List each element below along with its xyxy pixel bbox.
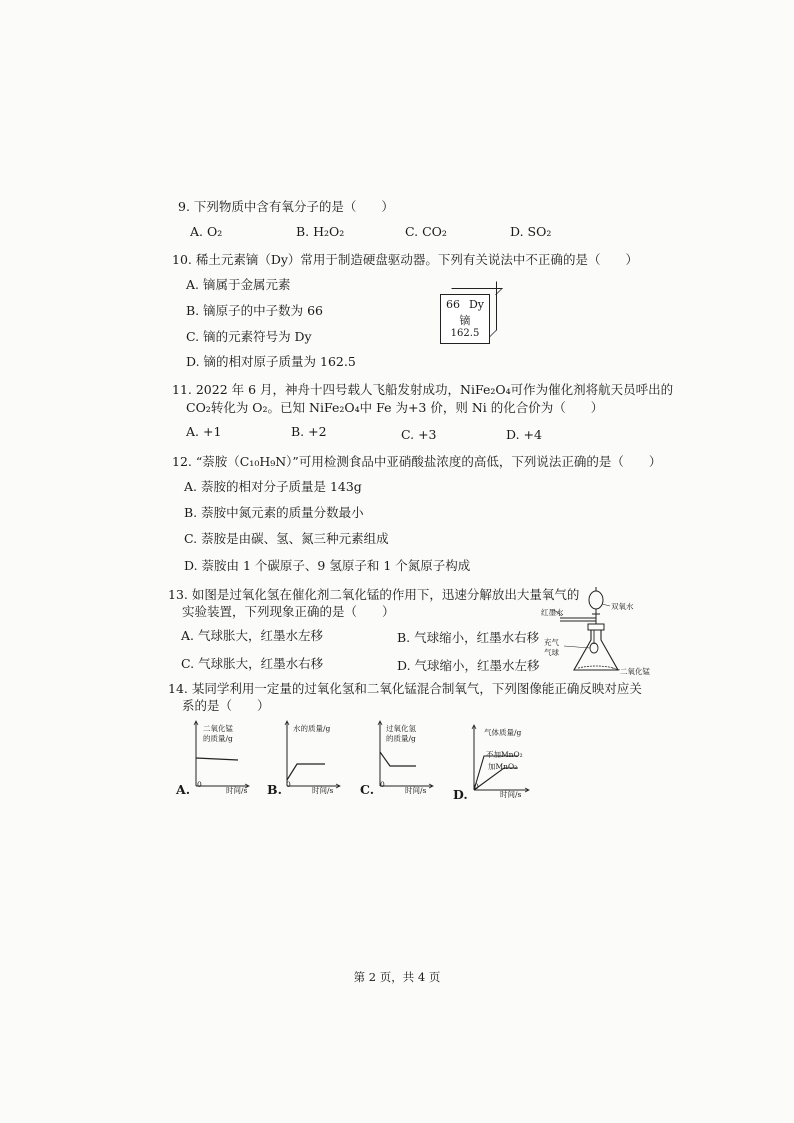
graph-a-xlabel: 时间/s bbox=[226, 786, 248, 795]
graph-c-letter: C. bbox=[360, 782, 375, 797]
q10-option-d: D. 镝的相对原子质量为 162.5 bbox=[186, 354, 356, 369]
q14-stem-line1: 14. 某同学利用一定量的过氧化氢和二氧化锰混合制氧气，下列图像能正确反映对应关 bbox=[168, 681, 642, 696]
reaction-apparatus-figure bbox=[540, 584, 650, 676]
page-footer: 第 2 页，共 4 页 bbox=[353, 970, 441, 984]
q9-option-d: D. SO₂ bbox=[510, 224, 552, 239]
q9-stem: 9. 下列物质中含有氧分子的是（ ） bbox=[178, 199, 394, 214]
graph-d-curve-2: 加MnO₂ bbox=[488, 762, 518, 771]
element-symbol: Dy bbox=[468, 298, 484, 311]
element-card-dy bbox=[440, 294, 490, 344]
q11-option-c: C. +3 bbox=[401, 427, 437, 442]
q13-option-a: A. 气球胀大，红墨水左移 bbox=[181, 628, 323, 643]
apparatus-label-hydrogen-peroxide: 双氧水 bbox=[611, 602, 634, 611]
graph-d-ylabel-1: 气体质量/g bbox=[484, 728, 522, 737]
q11-option-d: D. +4 bbox=[506, 427, 542, 442]
q12-option-a: A. 萘胺的相对分子质量是 143g bbox=[184, 479, 362, 494]
q10-stem: 10. 稀土元素镝（Dy）常用于制造硬盘驱动器。下列有关说法中不正确的是（ ） bbox=[172, 252, 638, 267]
q10-option-c: C. 镝的元素符号为 Dy bbox=[186, 329, 312, 344]
q13-option-b: B. 气球缩小，红墨水右移 bbox=[397, 630, 540, 645]
q10-option-a: A. 镝属于金属元素 bbox=[186, 277, 291, 292]
q11-stem-line2: CO₂转化为 O₂。已知 NiFe₂O₄中 Fe 为+3 价，则 Ni 的化合价为（ ） bbox=[186, 400, 604, 415]
element-name: 镝 bbox=[459, 314, 471, 327]
graph-d-curve-1: 不加MnO₂ bbox=[486, 750, 523, 759]
graph-a-ylabel-2: 的质量/g bbox=[203, 734, 233, 743]
q12-stem: 12. “萘胺（C₁₀H₉N）”可用检测食品中亚硝酸盐浓度的高低，下列说法正确的是（ ） bbox=[172, 454, 662, 469]
graph-a-letter: A. bbox=[176, 782, 191, 797]
q9-option-b: B. H₂O₂ bbox=[296, 224, 345, 239]
graph-d-letter: D. bbox=[453, 787, 468, 802]
q13-option-c: C. 气球胀大，红墨水右移 bbox=[181, 656, 324, 671]
graph-c-xlabel: 时间/s bbox=[405, 786, 427, 795]
q13-option-d: D. 气球缩小，红墨水左移 bbox=[397, 658, 540, 673]
q11-option-b: B. +2 bbox=[291, 424, 327, 439]
apparatus-label-balloon: 气球 bbox=[544, 648, 559, 657]
graph-c-ylabel-2: 的质量/g bbox=[386, 734, 416, 743]
q10-option-b: B. 镝原子的中子数为 66 bbox=[186, 303, 324, 318]
graph-a-ylabel-1: 二氧化锰 bbox=[203, 724, 233, 733]
q11-stem-line1: 11. 2022 年 6 月，神舟十四号载人飞船发射成功，NiFe₂O₄可作为催化剂将航天员呼出的 bbox=[172, 382, 674, 397]
q12-option-b: B. 萘胺中氮元素的质量分数最小 bbox=[184, 505, 364, 520]
graph-a-origin: 0 bbox=[197, 780, 202, 789]
graph-d-origin: 0 bbox=[474, 782, 479, 791]
q11-option-a: A. +1 bbox=[186, 424, 222, 439]
q12-option-c: C. 萘胺是由碳、氢、氮三种元素组成 bbox=[184, 531, 389, 546]
apparatus-label-manganese-dioxide: 二氧化锰 bbox=[620, 667, 650, 676]
graph-b-ylabel-1: 水的质量/g bbox=[293, 724, 331, 733]
graph-b-letter: B. bbox=[267, 782, 282, 797]
q13-stem-line1: 13. 如图是过氧化氢在催化剂二氧化锰的作用下，迅速分解放出大量氧气的 bbox=[168, 587, 580, 602]
element-atomic-number: 66 bbox=[446, 298, 460, 311]
graph-c-origin: 0 bbox=[380, 780, 385, 789]
graph-b-origin: 0 bbox=[286, 780, 291, 789]
element-mass: 162.5 bbox=[450, 328, 480, 339]
graph-b-xlabel: 时间/s bbox=[312, 786, 334, 795]
apparatus-label-inflated: 充气 bbox=[544, 638, 559, 647]
graph-c-ylabel-1: 过氧化氢 bbox=[386, 724, 416, 733]
graph-d-xlabel: 时间/s bbox=[500, 790, 522, 799]
apparatus-label-red-ink: 红墨水 bbox=[541, 608, 564, 617]
q9-option-a: A. O₂ bbox=[190, 224, 223, 239]
q12-option-d: D. 萘胺由 1 个碳原子、9 氢原子和 1 个氮原子构成 bbox=[184, 558, 471, 573]
q14-stem-line2: 系的是（ ） bbox=[182, 698, 270, 713]
q13-stem-line2: 实验装置，下列现象正确的是（ ） bbox=[182, 604, 395, 619]
q9-option-c: C. CO₂ bbox=[405, 224, 447, 239]
